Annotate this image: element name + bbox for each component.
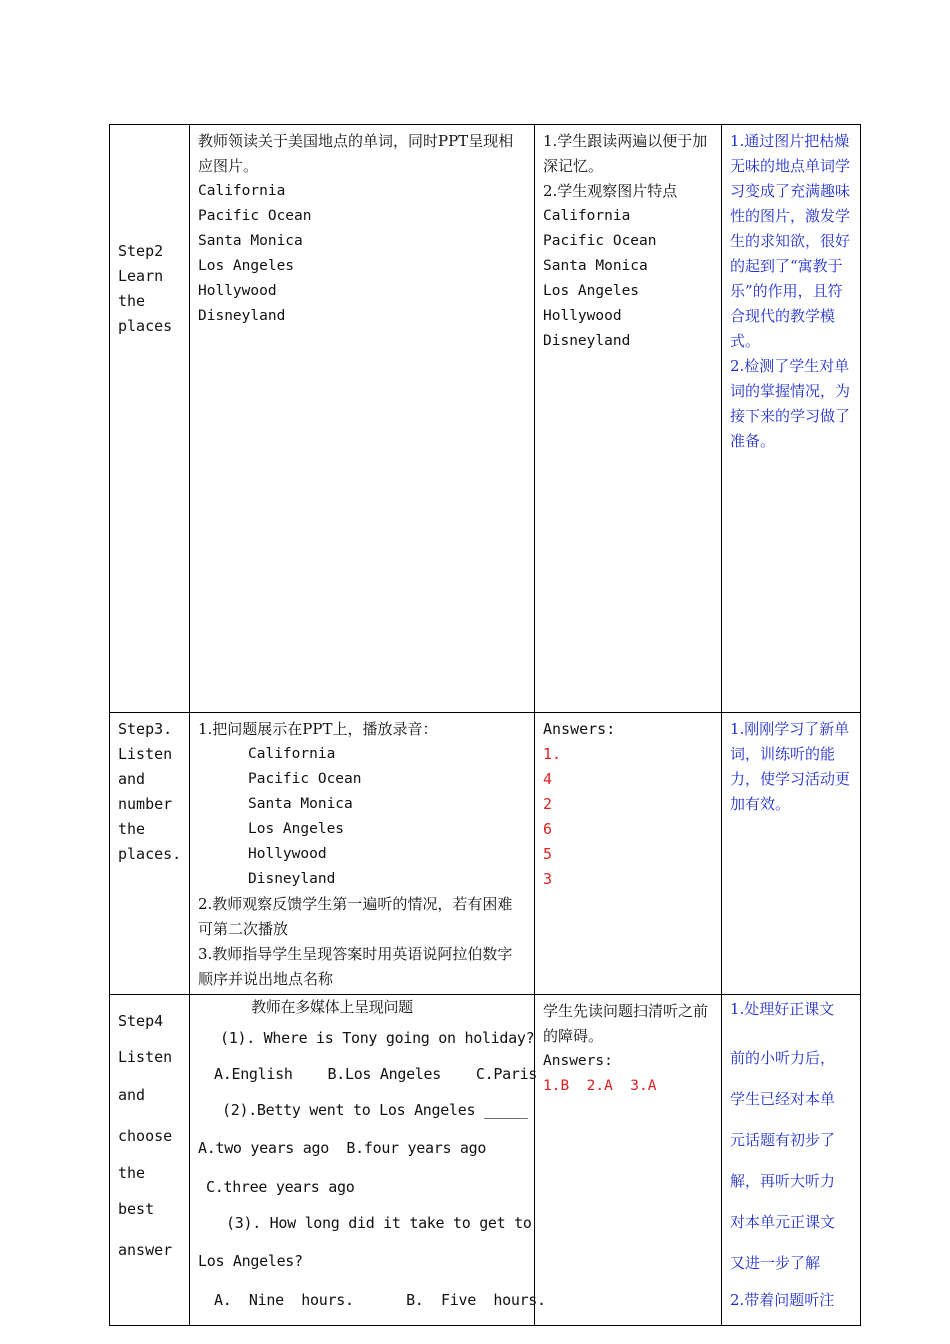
step-label: Step2: [118, 242, 164, 260]
teacher-line: 2.教师观察反馈学生第一遍听的情况，若有困难可第二次播放: [198, 895, 513, 938]
student-activity-cell: [535, 995, 722, 1326]
student-line: 学生先读问题扫清听之前的障碍。: [543, 1002, 709, 1045]
purpose-text: 1.通过图片把枯燥无味的地点单词学习变成了充满趣味性的图片，激发学生的求知欲，很好的起到了“寓教于乐”的作用，且符合现代的教学模式。: [730, 132, 851, 350]
purpose-text: 解，再听大听力: [730, 1172, 836, 1190]
place-word: Pacific Ocean: [198, 208, 312, 224]
step-label: best: [118, 1200, 155, 1218]
step-cell: [110, 995, 190, 1326]
place-word: Disneyland: [198, 308, 286, 324]
student-activity-cell: [535, 713, 722, 995]
step-label: Step4: [118, 1012, 164, 1030]
purpose-cell: [722, 995, 861, 1326]
place-word: Santa Monica: [543, 258, 648, 274]
step-label: Learn: [118, 267, 164, 285]
table-row: [110, 125, 861, 713]
place-word: Los Angeles: [198, 258, 295, 274]
teacher-activity-cell: [190, 995, 546, 1326]
answer-value: 2: [543, 795, 553, 813]
purpose-text: 1.刚刚学习了新单词，训练听的能力，使学习活动更加有效。: [730, 720, 851, 813]
student-activity-cell: [535, 125, 722, 713]
question-heading: 教师在多媒体上呈现问题: [251, 998, 413, 1016]
purpose-text: 又进一步了解: [730, 1254, 821, 1272]
answer-value: 6: [543, 820, 553, 838]
place-word: Disneyland: [248, 871, 336, 887]
purpose-text: 前的小听力后，: [730, 1049, 836, 1067]
answer-value: 1.B 2.A 3.A: [543, 1078, 657, 1094]
place-word: Los Angeles: [248, 821, 345, 837]
step-label: and: [118, 770, 146, 788]
purpose-text: 对本单元正课文: [730, 1213, 836, 1231]
question-text: (2).Betty went to Los Angeles _____: [222, 1101, 528, 1119]
table-row: [110, 713, 861, 995]
teacher-activity-cell: [190, 125, 535, 713]
purpose-text: 元话题有初步了: [730, 1131, 836, 1149]
lesson-plan-table: [109, 124, 861, 1326]
teacher-line: 1.把问题展示在PPT上，播放录音：: [198, 720, 438, 738]
place-word: Santa Monica: [248, 796, 353, 812]
step-label: places.: [118, 845, 182, 863]
step-label: the: [118, 820, 146, 838]
teacher-line: 3.教师指导学生呈现答案时用英语说阿拉伯数字顺序并说出地点名称: [198, 945, 513, 988]
step-label: the: [118, 1164, 146, 1182]
step-label: places: [118, 317, 173, 335]
answer-value: 1.: [543, 745, 562, 763]
place-word: Hollywood: [248, 846, 327, 862]
question-options: C.three years ago: [206, 1178, 355, 1196]
step-label: Step3.: [118, 720, 173, 738]
place-word: Los Angeles: [543, 283, 640, 299]
step-cell: [110, 713, 190, 995]
place-word: Hollywood: [543, 308, 622, 324]
teacher-intro: 教师领读关于美国地点的单词，同时PPT呈现相应图片。: [198, 132, 514, 175]
step-label: answer: [118, 1241, 173, 1259]
question-options: A.English B.Los Angeles C.Paris: [214, 1065, 538, 1083]
place-word: Pacific Ocean: [248, 771, 362, 787]
step-label: Listen: [118, 1048, 173, 1066]
place-word: Disneyland: [543, 333, 631, 349]
answers-label: Answers:: [543, 1053, 613, 1069]
purpose-cell: [722, 713, 861, 995]
question-text: (1). Where is Tony going on holiday?: [220, 1029, 535, 1047]
answer-value: 4: [543, 770, 553, 788]
purpose-text: 2.带着问题听注: [730, 1291, 835, 1309]
question-text: Los Angeles?: [198, 1252, 303, 1270]
purpose-cell: [722, 125, 861, 713]
place-word: Hollywood: [198, 283, 277, 299]
place-word: California: [543, 208, 631, 224]
teacher-activity-cell: [190, 713, 535, 995]
step-label: Listen: [118, 745, 173, 763]
step-label: number: [118, 795, 173, 813]
answer-value: 5: [543, 845, 553, 863]
student-line: 1.学生跟读两遍以便于加深记忆。: [543, 132, 708, 175]
purpose-text: 1.处理好正课文: [730, 1000, 835, 1018]
place-word: Santa Monica: [198, 233, 303, 249]
question-options: A.two years ago B.four years ago: [198, 1139, 487, 1157]
student-line: 2.学生观察图片特点: [543, 182, 678, 200]
purpose-text: 学生已经对本单: [730, 1090, 836, 1108]
place-word: Pacific Ocean: [543, 233, 657, 249]
question-text: (3). How long did it take to get to: [226, 1214, 532, 1232]
answers-label: Answers:: [543, 720, 616, 738]
question-options: A. Nine hours. B. Five hours.: [214, 1291, 546, 1309]
step-cell: [110, 125, 190, 713]
place-word: California: [248, 746, 336, 762]
answer-value: 3: [543, 870, 553, 888]
step-label: and: [118, 1086, 146, 1104]
place-word: California: [198, 183, 286, 199]
purpose-text: 2.检测了学生对单词的掌握情况，为接下来的学习做了准备。: [730, 357, 851, 450]
table-row: [110, 995, 861, 1326]
step-label: the: [118, 292, 146, 310]
step-label: choose: [118, 1127, 173, 1145]
